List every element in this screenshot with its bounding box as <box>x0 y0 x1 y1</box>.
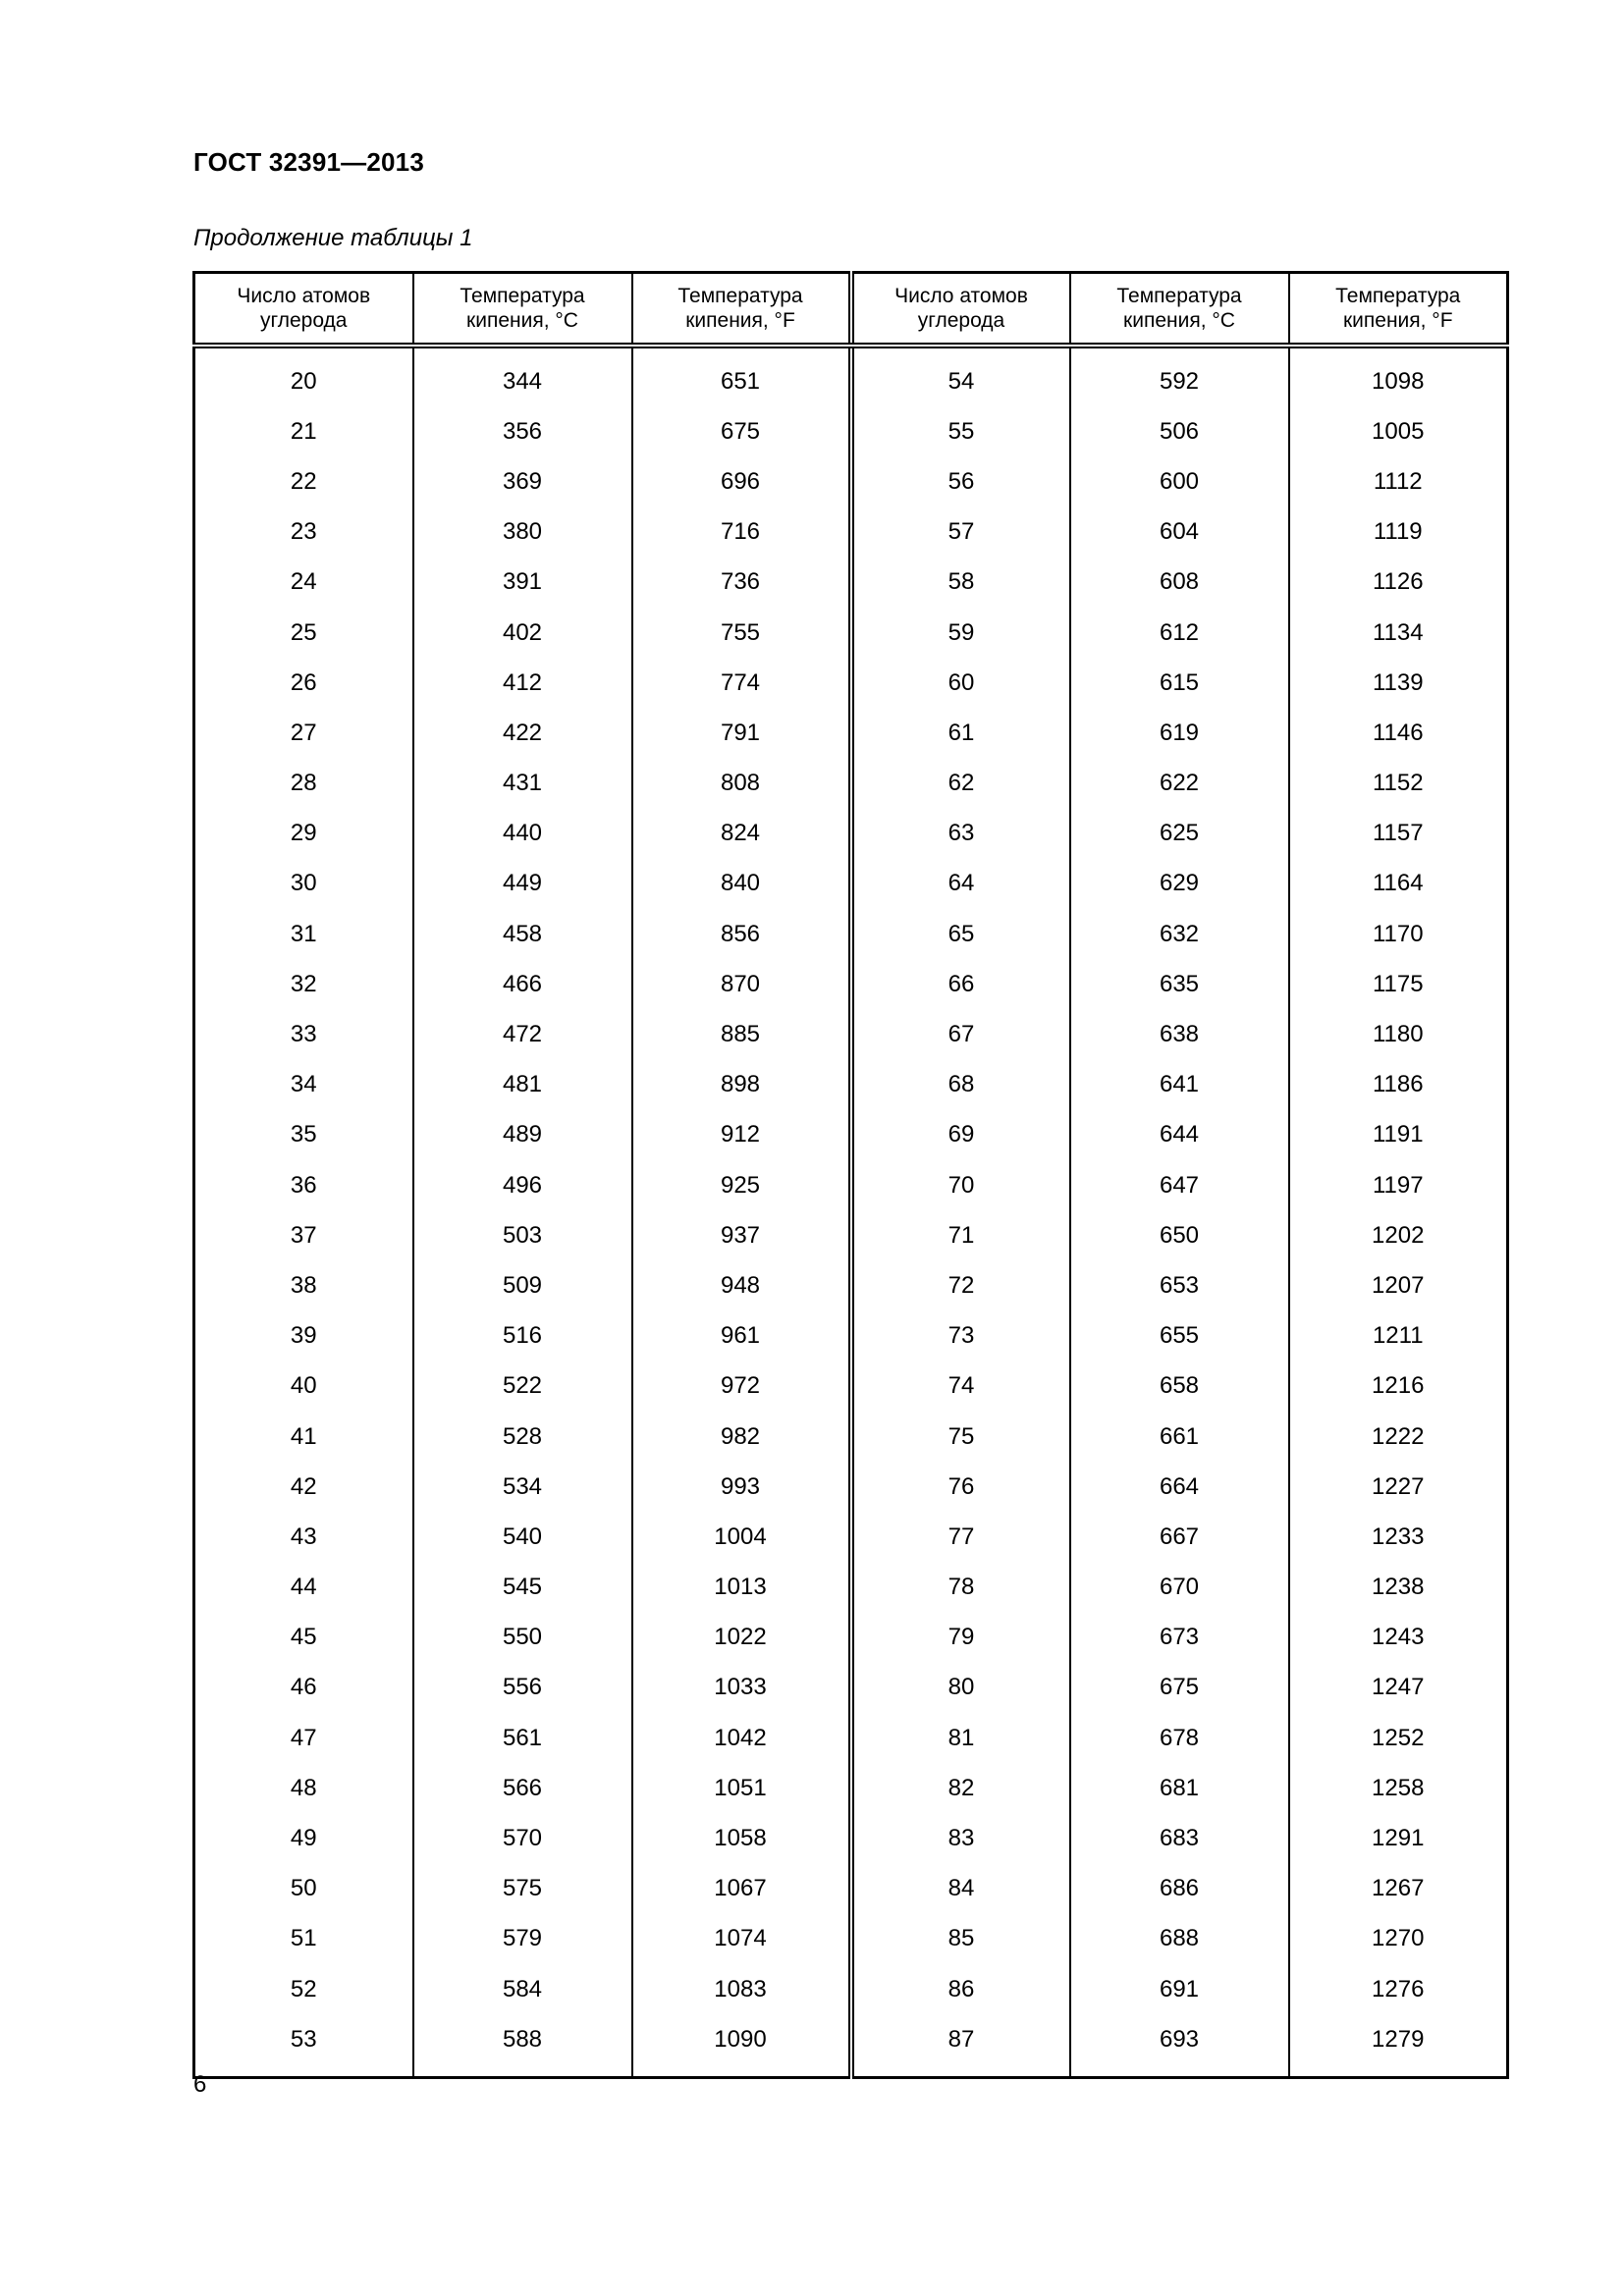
table-cell: 534 <box>413 1462 632 1512</box>
table-cell: 45 <box>290 1624 317 1651</box>
table-cell: 344 <box>413 346 632 406</box>
table-cell: 422 <box>413 708 632 758</box>
table-cell: 612 <box>1070 608 1289 658</box>
table-row <box>194 1864 1508 1914</box>
table-cell: 678 <box>1070 1713 1289 1763</box>
table-cell: 481 <box>413 1060 632 1110</box>
table-cell: 52 <box>290 1975 317 2002</box>
table-cell: 681 <box>1070 1763 1289 1813</box>
table-cell: 566 <box>413 1763 632 1813</box>
table-cell: 61 <box>851 708 1070 758</box>
table-cell: 604 <box>1070 507 1289 558</box>
table-row <box>194 2014 1508 2078</box>
table-cell: 36 <box>290 1171 317 1199</box>
table-row <box>194 1663 1508 1713</box>
table-row <box>194 759 1508 809</box>
table-cell: 1112 <box>1289 456 1508 507</box>
column-header: Температура кипения, °F <box>1289 273 1508 347</box>
table-cell: 50 <box>290 1875 317 1902</box>
table-cell: 961 <box>632 1311 851 1362</box>
table-cell: 449 <box>413 859 632 909</box>
table-cell: 64 <box>851 859 1070 909</box>
table-cell: 28 <box>290 770 317 797</box>
table-row <box>194 608 1508 658</box>
table-cell: 522 <box>413 1362 632 1412</box>
table-cell: 402 <box>413 608 632 658</box>
table-row <box>194 1311 1508 1362</box>
table-cell: 23 <box>290 518 317 546</box>
table-cell: 808 <box>632 759 851 809</box>
table-cell: 1139 <box>1289 658 1508 708</box>
table-cell: 440 <box>413 809 632 859</box>
table-cell: 1005 <box>1289 406 1508 456</box>
table-cell: 1238 <box>1289 1563 1508 1613</box>
table-cell: 33 <box>290 1021 317 1048</box>
table-cell: 840 <box>632 859 851 909</box>
table-cell: 647 <box>1070 1160 1289 1210</box>
table-cell: 972 <box>632 1362 851 1412</box>
table-row <box>194 1412 1508 1462</box>
table-cell: 673 <box>1070 1613 1289 1663</box>
table-cell: 1180 <box>1289 1009 1508 1059</box>
table-cell: 638 <box>1070 1009 1289 1059</box>
table-cell: 615 <box>1070 658 1289 708</box>
table-cell: 1279 <box>1289 2014 1508 2078</box>
table-row <box>194 909 1508 959</box>
table-cell: 53 <box>290 2025 317 2053</box>
table-cell: 675 <box>1070 1663 1289 1713</box>
table-cell: 1033 <box>632 1663 851 1713</box>
table-cell: 608 <box>1070 558 1289 608</box>
table-cell: 55 <box>851 406 1070 456</box>
table-cell: 632 <box>1070 909 1289 959</box>
table-cell: 67 <box>851 1009 1070 1059</box>
table-cell: 39 <box>290 1322 317 1350</box>
table-cell: 1119 <box>1289 507 1508 558</box>
table-row <box>194 346 1508 406</box>
table-cell: 1074 <box>632 1914 851 1964</box>
table-cell: 75 <box>851 1412 1070 1462</box>
table-cell: 898 <box>632 1060 851 1110</box>
table-cell: 641 <box>1070 1060 1289 1110</box>
boiling-point-table <box>192 271 1509 2079</box>
table-cell: 22 <box>290 467 317 495</box>
table-row <box>194 859 1508 909</box>
table-cell: 1233 <box>1289 1512 1508 1562</box>
table-cell: 1164 <box>1289 859 1508 909</box>
table-row <box>194 809 1508 859</box>
table-cell: 391 <box>413 558 632 608</box>
table-cell: 1134 <box>1289 608 1508 658</box>
table-cell: 1207 <box>1289 1260 1508 1310</box>
table-cell: 71 <box>851 1210 1070 1260</box>
table-cell: 466 <box>413 959 632 1009</box>
table-cell: 509 <box>413 1260 632 1310</box>
table-cell: 736 <box>632 558 851 608</box>
table-cell: 774 <box>632 658 851 708</box>
table-cell: 41 <box>290 1422 317 1450</box>
table-cell: 431 <box>413 759 632 809</box>
table-cell: 1243 <box>1289 1613 1508 1663</box>
table-cell: 1022 <box>632 1613 851 1663</box>
table-row <box>194 1964 1508 2014</box>
table-cell: 57 <box>851 507 1070 558</box>
table-cell: 658 <box>1070 1362 1289 1412</box>
table-cell: 62 <box>851 759 1070 809</box>
table-caption: Продолжение таблицы 1 <box>193 225 473 251</box>
table-row <box>194 1763 1508 1813</box>
table-cell: 1216 <box>1289 1362 1508 1412</box>
table-cell: 693 <box>1070 2014 1289 2078</box>
table-row <box>194 1512 1508 1562</box>
table-cell: 80 <box>851 1663 1070 1713</box>
table-row <box>194 1260 1508 1310</box>
table-cell: 592 <box>1070 346 1289 406</box>
table-cell: 79 <box>851 1613 1070 1663</box>
table-cell: 691 <box>1070 1964 1289 2014</box>
column-header: Температура кипения, °F <box>632 273 851 347</box>
table-row <box>194 1362 1508 1412</box>
table-cell: 31 <box>290 920 317 947</box>
table-cell: 670 <box>1070 1563 1289 1613</box>
table-cell: 83 <box>851 1813 1070 1863</box>
table-cell: 56 <box>851 456 1070 507</box>
table-cell: 675 <box>632 406 851 456</box>
table-cell: 1267 <box>1289 1864 1508 1914</box>
table-row <box>194 1110 1508 1160</box>
table-cell: 982 <box>632 1412 851 1462</box>
table-cell: 579 <box>413 1914 632 1964</box>
table-cell: 716 <box>632 507 851 558</box>
table-row <box>194 558 1508 608</box>
table-cell: 1152 <box>1289 759 1508 809</box>
table-row <box>194 959 1508 1009</box>
table-cell: 25 <box>290 618 317 646</box>
table-cell: 73 <box>851 1311 1070 1362</box>
table-cell: 696 <box>632 456 851 507</box>
table-row <box>194 456 1508 507</box>
table-cell: 584 <box>413 1964 632 2014</box>
page-number: 6 <box>193 2071 207 2098</box>
table-cell: 38 <box>290 1271 317 1299</box>
table-cell: 545 <box>413 1563 632 1613</box>
table-cell: 72 <box>851 1260 1070 1310</box>
table-cell: 1211 <box>1289 1311 1508 1362</box>
table-cell: 1126 <box>1289 558 1508 608</box>
table-cell: 69 <box>851 1110 1070 1160</box>
table-cell: 870 <box>632 959 851 1009</box>
table-cell: 1146 <box>1289 708 1508 758</box>
table-cell: 380 <box>413 507 632 558</box>
table-cell: 516 <box>413 1311 632 1362</box>
table-cell: 472 <box>413 1009 632 1059</box>
table-cell: 1170 <box>1289 909 1508 959</box>
table-cell: 688 <box>1070 1914 1289 1964</box>
table-cell: 1191 <box>1289 1110 1508 1160</box>
table-body <box>194 346 1508 2078</box>
table-cell: 47 <box>290 1724 317 1751</box>
table-cell: 550 <box>413 1613 632 1663</box>
table-cell: 34 <box>290 1071 317 1098</box>
table-cell: 635 <box>1070 959 1289 1009</box>
table-cell: 651 <box>632 346 851 406</box>
table-cell: 82 <box>851 1763 1070 1813</box>
table-cell: 686 <box>1070 1864 1289 1914</box>
table-cell: 625 <box>1070 809 1289 859</box>
table-cell: 58 <box>851 558 1070 608</box>
table-cell: 42 <box>290 1472 317 1500</box>
table-cell: 993 <box>632 1462 851 1512</box>
column-header: Число атомов углерода <box>194 273 413 347</box>
table-row <box>194 1160 1508 1210</box>
table-cell: 575 <box>413 1864 632 1914</box>
table-cell: 791 <box>632 708 851 758</box>
table-cell: 40 <box>290 1372 317 1400</box>
column-header: Температура кипения, °С <box>413 273 632 347</box>
table-cell: 561 <box>413 1713 632 1763</box>
table-cell: 46 <box>290 1674 317 1701</box>
table-cell: 683 <box>1070 1813 1289 1863</box>
table-cell: 24 <box>290 568 317 596</box>
table-cell: 925 <box>632 1160 851 1210</box>
table-cell: 21 <box>290 417 317 445</box>
table-cell: 37 <box>290 1221 317 1249</box>
table-cell: 556 <box>413 1663 632 1713</box>
table-cell: 84 <box>851 1864 1070 1914</box>
table-cell: 32 <box>290 970 317 997</box>
table-cell: 74 <box>851 1362 1070 1412</box>
table-cell: 1067 <box>632 1864 851 1914</box>
table-cell: 496 <box>413 1160 632 1210</box>
table-cell: 661 <box>1070 1412 1289 1462</box>
table-cell: 66 <box>851 959 1070 1009</box>
table-cell: 63 <box>851 809 1070 859</box>
table-cell: 44 <box>290 1574 317 1601</box>
table-cell: 78 <box>851 1563 1070 1613</box>
table-row <box>194 1713 1508 1763</box>
table-cell: 664 <box>1070 1462 1289 1512</box>
table-cell: 588 <box>413 2014 632 2078</box>
table-cell: 1247 <box>1289 1663 1508 1713</box>
table-cell: 622 <box>1070 759 1289 809</box>
table-cell: 1058 <box>632 1813 851 1863</box>
table-cell: 1227 <box>1289 1462 1508 1512</box>
column-header: Температура кипения, °С <box>1070 273 1289 347</box>
table-cell: 77 <box>851 1512 1070 1562</box>
table-cell: 619 <box>1070 708 1289 758</box>
table-cell: 667 <box>1070 1512 1289 1562</box>
table-cell: 26 <box>290 668 317 696</box>
table-row <box>194 1813 1508 1863</box>
table-row <box>194 1060 1508 1110</box>
table-cell: 506 <box>1070 406 1289 456</box>
table-cell: 54 <box>851 346 1070 406</box>
table-cell: 60 <box>851 658 1070 708</box>
table-cell: 1291 <box>1289 1813 1508 1863</box>
column-header: Число атомов углерода <box>851 273 1070 347</box>
table-cell: 48 <box>290 1774 317 1801</box>
table-cell: 81 <box>851 1713 1070 1763</box>
table-cell: 1175 <box>1289 959 1508 1009</box>
table-cell: 1004 <box>632 1512 851 1562</box>
table-cell: 43 <box>290 1522 317 1550</box>
table-row <box>194 658 1508 708</box>
document-header: ГОСТ 32391—2013 <box>193 147 424 177</box>
table-cell: 35 <box>290 1121 317 1148</box>
table-cell: 27 <box>290 719 317 746</box>
table-cell: 59 <box>851 608 1070 658</box>
table-cell: 540 <box>413 1512 632 1562</box>
table-cell: 644 <box>1070 1110 1289 1160</box>
table-cell: 1083 <box>632 1964 851 2014</box>
table-cell: 356 <box>413 406 632 456</box>
table-cell: 755 <box>632 608 851 658</box>
table-cell: 937 <box>632 1210 851 1260</box>
table-row <box>194 507 1508 558</box>
table-cell: 629 <box>1070 859 1289 909</box>
table-cell: 70 <box>851 1160 1070 1210</box>
table-cell: 30 <box>290 870 317 897</box>
table-cell: 503 <box>413 1210 632 1260</box>
table-cell: 1252 <box>1289 1713 1508 1763</box>
table-row <box>194 1613 1508 1663</box>
table-cell: 76 <box>851 1462 1070 1512</box>
table-row <box>194 1009 1508 1059</box>
table-cell: 1051 <box>632 1763 851 1813</box>
table-cell: 1197 <box>1289 1160 1508 1210</box>
table-row <box>194 1210 1508 1260</box>
table-cell: 1042 <box>632 1713 851 1763</box>
table-cell: 369 <box>413 456 632 507</box>
table-cell: 856 <box>632 909 851 959</box>
table-cell: 1013 <box>632 1563 851 1613</box>
table-cell: 1186 <box>1289 1060 1508 1110</box>
table-cell: 1222 <box>1289 1412 1508 1462</box>
table-header-row <box>194 273 1508 347</box>
table-cell: 600 <box>1070 456 1289 507</box>
table-cell: 570 <box>413 1813 632 1863</box>
table-cell: 20 <box>290 367 317 395</box>
table-cell: 653 <box>1070 1260 1289 1310</box>
table-cell: 1202 <box>1289 1210 1508 1260</box>
table-cell: 912 <box>632 1110 851 1160</box>
table-cell: 29 <box>290 820 317 847</box>
table-cell: 1098 <box>1289 346 1508 406</box>
table-cell: 1157 <box>1289 809 1508 859</box>
table-cell: 1276 <box>1289 1964 1508 2014</box>
table-row <box>194 1462 1508 1512</box>
table-cell: 51 <box>290 1925 317 1952</box>
table-row <box>194 708 1508 758</box>
table-cell: 650 <box>1070 1210 1289 1260</box>
table-cell: 528 <box>413 1412 632 1462</box>
table-cell: 412 <box>413 658 632 708</box>
table-cell: 489 <box>413 1110 632 1160</box>
table-cell: 885 <box>632 1009 851 1059</box>
table-cell: 86 <box>851 1964 1070 2014</box>
table-cell: 1258 <box>1289 1763 1508 1813</box>
table-row <box>194 1563 1508 1613</box>
table-cell: 85 <box>851 1914 1070 1964</box>
table-cell: 1270 <box>1289 1914 1508 1964</box>
table-cell: 458 <box>413 909 632 959</box>
table-cell: 49 <box>290 1825 317 1852</box>
table-cell: 65 <box>851 909 1070 959</box>
table-cell: 87 <box>851 2014 1070 2078</box>
table-row <box>194 406 1508 456</box>
table-cell: 824 <box>632 809 851 859</box>
table-cell: 948 <box>632 1260 851 1310</box>
table-cell: 68 <box>851 1060 1070 1110</box>
table-row <box>194 1914 1508 1964</box>
table-cell: 655 <box>1070 1311 1289 1362</box>
table-cell: 1090 <box>632 2014 851 2078</box>
